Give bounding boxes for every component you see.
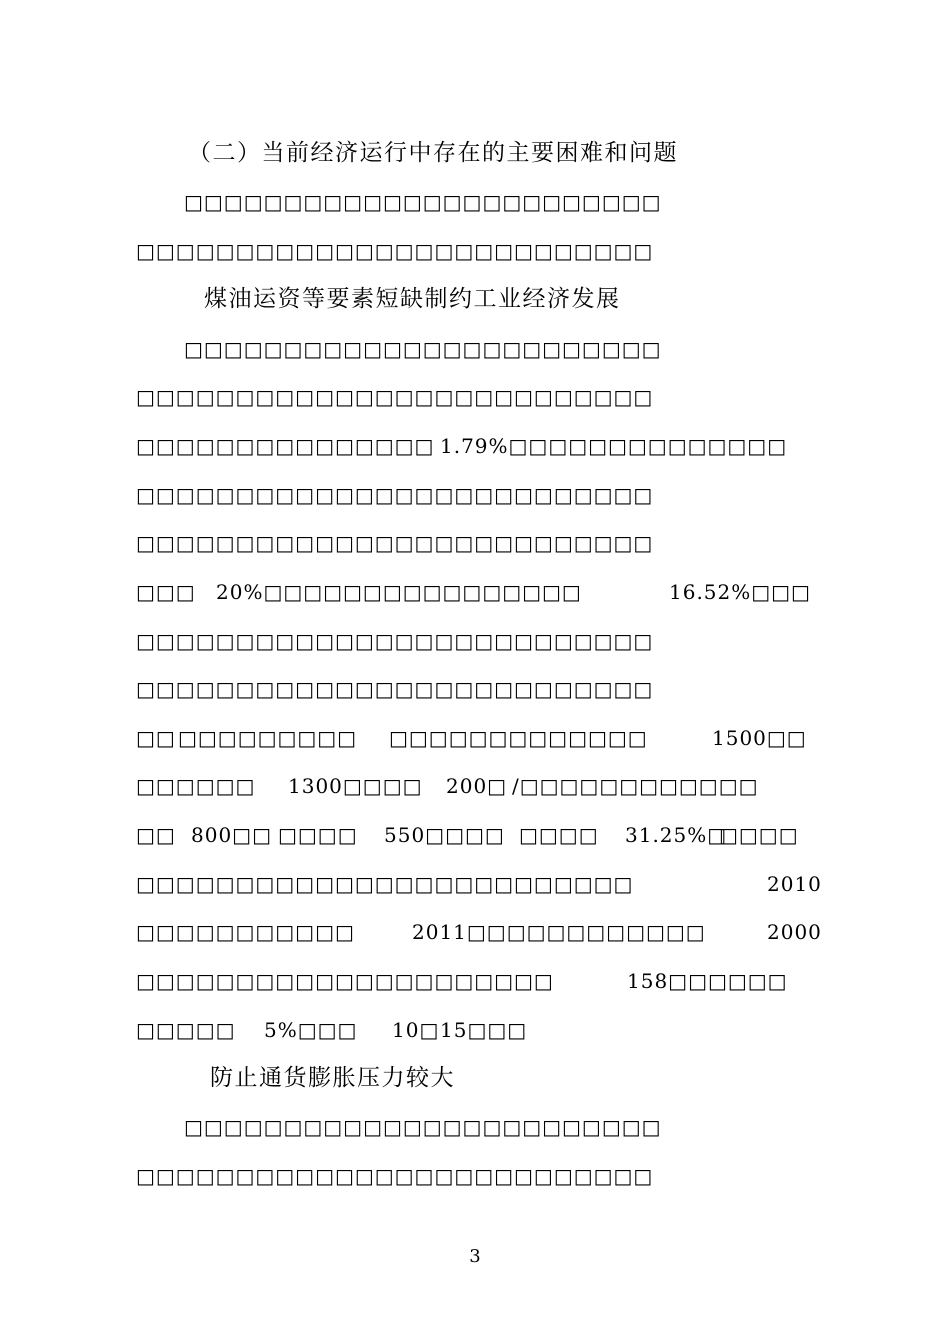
text-line: 2010 [767, 872, 822, 896]
text-line: 2011□□□□□□□□□□□□ [412, 920, 706, 944]
text-line: □□□□□□□□□□□□□□□□□□□□□□□□□□ [136, 483, 654, 507]
text-line: □□□□□□□□□□□□□□□□□□□□□ [136, 969, 554, 993]
text-line: □□□□□□□□□□□□□□□□□□□□□□□□□□ [136, 385, 654, 409]
page-number: 3 [469, 1246, 481, 1267]
text-line: □□□□ [278, 823, 358, 847]
text-line: 1500□□ [712, 726, 807, 750]
text-line: □□□□□□□□□□□□□□□ [136, 434, 435, 458]
section-heading: （二）当前经济运行中存在的主要困难和问题 [188, 140, 678, 166]
text-line: 16.52%□□□ [669, 580, 811, 604]
text-line: 20%□□□□□□□□□□□□□□□□ [216, 580, 582, 604]
text-line: 5%□□□ [264, 1018, 358, 1042]
sub-heading: 煤油运资等要素短缺制约工业经济发展 [204, 286, 621, 312]
text-line: □□□□□□□□□□□□□□□□□□□□□□□□□□ [136, 629, 654, 653]
text-line: 1300□□□□ [288, 774, 423, 798]
text-line: 31.25%□ [625, 823, 728, 847]
text-line: □□□□□□□□□□□□□□□□□□□□□□□□□□ [136, 1164, 654, 1188]
text-line: 2000 [767, 920, 822, 944]
text-line: 1.79%□□□□□□□□□□□□□□ [440, 434, 788, 458]
text-line: □□□□□□□□□□□□□□□□□□□□□□□□ [184, 1115, 662, 1139]
text-line: /□□□□□□□□□□□□ [512, 774, 759, 798]
text-line: 15□□□ [440, 1018, 528, 1042]
text-line: 550□□□□ [384, 823, 505, 847]
text-line: □□ [136, 823, 176, 847]
text-line: □□□□□□□□□ [178, 726, 358, 750]
text-line: □□□□□□□□□□□□□□□□□□□□□□□□ [184, 190, 662, 214]
text-line: □□□ [136, 580, 196, 604]
text-line: □□□□□□□□□□□ [136, 920, 355, 944]
text-line: 200□ [446, 774, 508, 798]
text-line: □□□□□□□□□□□□□□□□□□□□□□□□□□ [136, 239, 654, 263]
text-line: □□□□□□□□□□□□□□□□□□□□□□□□□□ [136, 531, 654, 555]
text-line: □□□□□ [136, 1018, 236, 1042]
text-line: □□□□□□ [136, 774, 256, 798]
text-line: □□□□□□□□□□□□□ [389, 726, 648, 750]
sub-heading: 防止通货膨胀压力较大 [210, 1065, 455, 1091]
text-line: □□ [136, 726, 176, 750]
text-line: □□□□□□□□□□□□□□□□□□□□□□□□□ [136, 872, 634, 896]
text-line: □□□□□□□□□□□□□□□□□□□□□□□□ [184, 337, 662, 361]
text-line: 10□ [392, 1018, 440, 1042]
text-line: 800□□ [191, 823, 272, 847]
text-line: 158□□□□□□ [627, 969, 788, 993]
text-line: □□□□□□□□□□□□□□□□□□□□□□□□□□ [136, 677, 654, 701]
text-line: □□□□ [719, 823, 799, 847]
text-line: □□□□ [519, 823, 599, 847]
